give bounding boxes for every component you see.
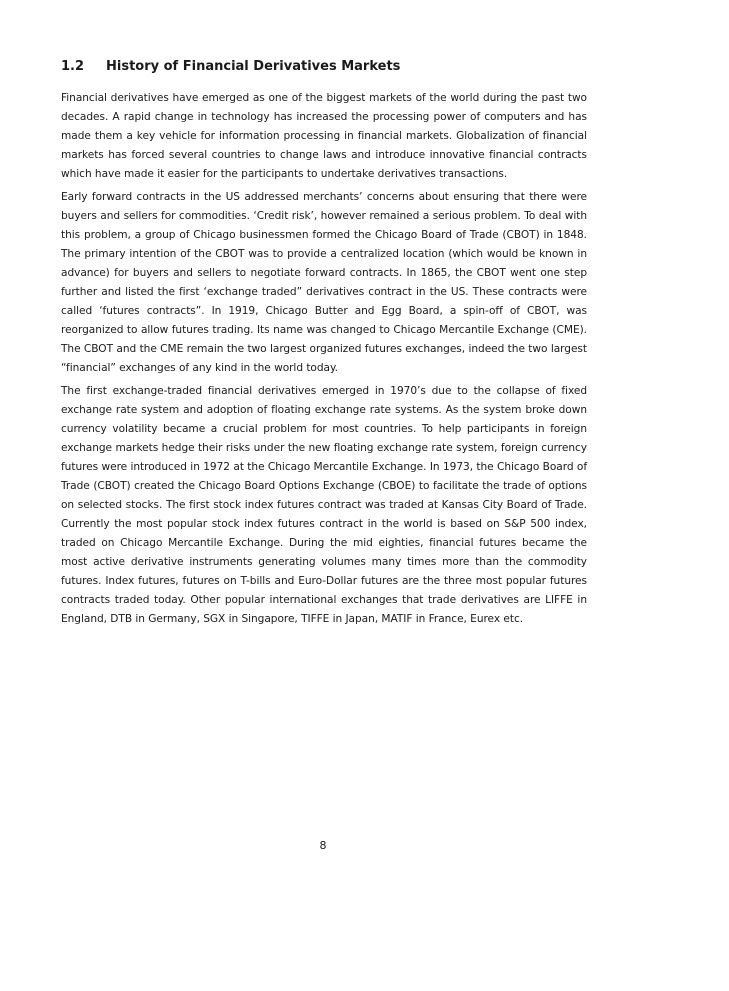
paragraph-3: The first exchange-traded financial derivatives emerged in 1970’s due to the collapse of fixed exchange rate system and adoption of floating exchange rate systems. As the system broke down currency volatility became a crucial problem for most countries. To help participants in foreign exchange markets hedge their risks under the new floating exchange rate system, foreign currency futures were introduced in 1972 at the Chicago Mercantile Exchange. In 1973, the Chicago Board of Trade (CBOT) created the Chicago Board Options Exchange (CBOE) to facilitate the trade of options on selected stocks. The first stock index futures contract was traded at Kansas City Board of Trade. Currently the most popular stock index futures contract in the world is based on S&P 500 index, traded on Chicago Mercantile Exchange. During the mid eighties, financial futures became the most active derivative instruments generating volumes many times more than the commodity futures. Index futures, futures on T-bills and Euro-Dollar futures are the three most popular futures contracts traded today. Other popular international exchanges that trade derivatives are LIFFE in England, DTB in Germany, SGX in Singapore, TIFFE in Japan, MATIF in France, Eurex etc. <box>61 385 587 625</box>
paragraph-2: Early forward contracts in the US addressed merchants’ concerns about ensuring that there were buyers and sellers for commodities. ‘Credit risk’, however remained a serious problem. To deal with this problem, a group of Chicago businessmen formed the Chicago Board of Trade (CBOT) in 1848. The primary intention of the CBOT was to provide a centralized location (which would be known in advance) for buyers and sellers to negotiate forward contracts. In 1865, the CBOT went one step further and listed the first ‘exchange traded” derivatives contract in the US. These contracts were called ‘futures contracts”. In 1919, Chicago Butter and Egg Board, a spin-off of CBOT, was reorganized to allow futures trading. Its name was changed to Chicago Mercantile Exchange (CME). The CBOT and the CME remain the two largest organized futures exchanges, indeed the two largest “financial” exchanges of any kind in the world today. <box>61 191 587 374</box>
section-number: 1.2 <box>61 59 85 74</box>
body-text <box>61 89 587 633</box>
section-heading <box>61 58 601 76</box>
section-title: History of Financial Derivatives Markets <box>106 59 401 74</box>
paragraph-1: Financial derivatives have emerged as one of the biggest markets of the world during the past two decades. A rapid change in technology has increased the processing power of computers and has made them a key vehicle for information processing in financial markets. Globalization of financial markets has forced several countries to change laws and introduce innovative financial contracts which have made it easier for the participants to undertake derivatives transactions. <box>61 92 587 180</box>
page-number: 8 <box>319 839 327 852</box>
